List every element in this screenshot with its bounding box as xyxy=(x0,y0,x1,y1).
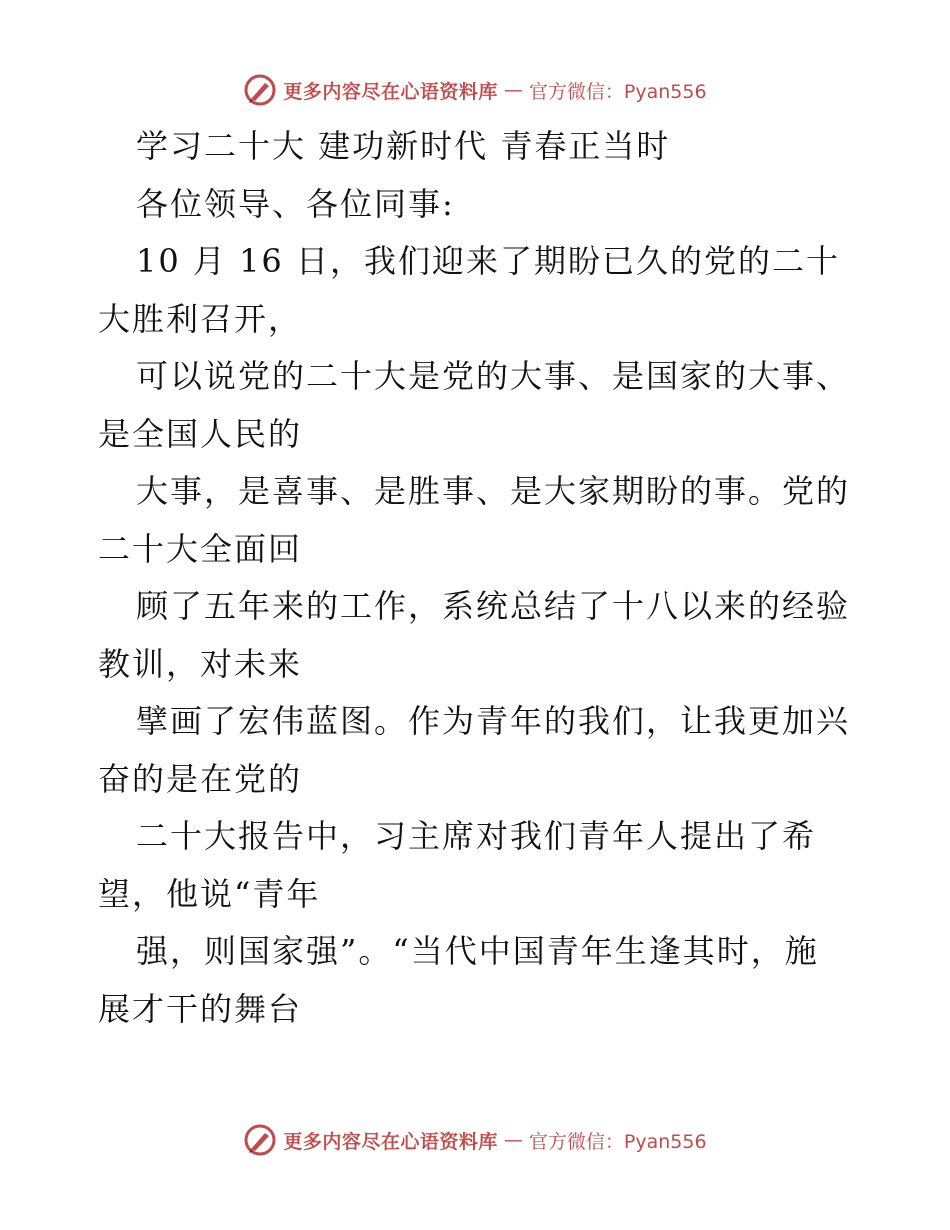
document-title: 学习二十大 建功新时代 青春正当时 xyxy=(136,127,671,165)
document-body xyxy=(98,118,858,1038)
pen-logo-icon xyxy=(243,73,277,107)
header-watermark xyxy=(0,70,950,110)
text-line: 可以说党的二十大是党的大事、是国家的大事、 xyxy=(136,357,851,395)
salutation: 各位领导、各位同事: xyxy=(136,184,455,223)
watermark-wechat: 官方微信：Pyan556 xyxy=(528,80,707,103)
text-line: 顾了五年来的工作，系统总结了十八以来的经验 xyxy=(136,587,851,625)
text-line: 望，他说“青年 xyxy=(98,874,321,913)
text-line: 二十大报告中，习主席对我们青年人提出了希 xyxy=(136,817,817,855)
footer-watermark xyxy=(0,1120,950,1160)
text-line: 二十大全面回 xyxy=(98,529,303,568)
text-line: 是全国人民的 xyxy=(98,414,303,453)
text-line: 10 月 16 日，我们迎来了期盼已久的党的二十 xyxy=(136,242,840,280)
text-line: 强，则国家强”。“当代中国青年生逢其时，施 xyxy=(136,932,819,970)
text-line: 大胜利召开， xyxy=(98,299,303,338)
watermark-text: 更多内容尽在心语资料库 xyxy=(283,1130,498,1153)
text-line: 展才干的舞台 xyxy=(98,989,303,1028)
watermark-wechat: 官方微信：Pyan556 xyxy=(528,1130,707,1153)
watermark-separator: — xyxy=(503,79,523,101)
watermark-separator: — xyxy=(503,1129,523,1151)
text-line: 擘画了宏伟蓝图。作为青年的我们，让我更加兴 xyxy=(136,702,851,740)
text-line: 教训，对未来 xyxy=(98,644,303,683)
text-line: 奋的是在党的 xyxy=(98,759,303,798)
watermark-text: 更多内容尽在心语资料库 xyxy=(283,80,498,103)
text-line: 大事，是喜事、是胜事、是大家期盼的事。党的 xyxy=(136,472,851,510)
pen-logo-icon xyxy=(243,1123,277,1157)
